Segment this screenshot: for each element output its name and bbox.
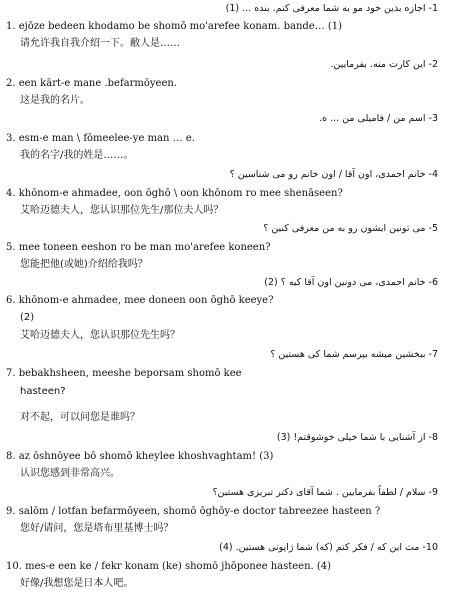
phrase-7-transliteration: 7. bebakhsheen, meeshe beporsam shomō kee xyxy=(6,368,242,379)
phrase-6-chinese: 艾哈迈德夫人，您认识那位先生吗？ xyxy=(20,330,180,341)
phrase-7-persian: 7- ببخشین میشه بپرسم شما کی هستین ؟ xyxy=(270,349,438,360)
phrase-6-note-number: (2) xyxy=(20,312,35,323)
phrase-1-transliteration: 1. ejōze bedeen khodamo be shomō mo'arefee konam. bande… (1) xyxy=(6,21,343,32)
phrase-9-transliteration: 9. salōm / lotfan befarmōyeen, shomō ōghōy-e doctor tabreezee hasteen ? xyxy=(6,506,381,517)
phrase-5-persian: 5- می تونین ایشون رو به من معرفی کنین ؟ xyxy=(263,223,438,234)
phrase-6-transliteration: 6. khōnom-e ahmadee, mee doneen oon ōghō keeye? xyxy=(6,295,274,306)
phrase-10-transliteration: 10. mes-e een ke / fekr konam (ke) shomō jhōponee hasteen. (4) xyxy=(6,561,332,572)
phrase-7-chinese: 对不起，可以问您是谁吗？ xyxy=(20,412,140,423)
phrase-3-transliteration: 3. esm-e man \ fōmeelee-ye man … e. xyxy=(6,133,195,144)
phrase-9-chinese: 您好/请问，您是塔布里基博士吗？ xyxy=(20,523,174,534)
phrase-5-chinese: 您能把他(或她)介绍给我吗？ xyxy=(20,259,148,270)
phrase-3-chinese: 我的名字/我的姓是……。 xyxy=(20,150,134,161)
phrase-8-transliteration: 8. az ōshnōyee bō shomō kheylee khoshvaghtam! (3) xyxy=(6,451,274,462)
phrase-4-transliteration: 4. khōnom-e ahmadee, oon ōghō \ oon khōnom ro mee shenāseen? xyxy=(6,188,343,199)
phrase-1-chinese: 请允许我自我介绍一下。敝人是…… xyxy=(20,38,180,49)
phrase-3-persian: 3- اسم من / فامیلی من ... ه. xyxy=(319,113,438,124)
phrase-6-persian: 6- خانم احمدی، می دونین اون آقا کیه ؟ (2) xyxy=(264,277,438,288)
phrase-1-persian: 1- اجازه بدین خود مو به شما معرفی کنم. بنده ... (1) xyxy=(225,3,438,14)
phrase-10-persian: 10- مث این که / فکر کنم (که) شما ژاپونی هستین. (4) xyxy=(219,542,438,553)
phrase-5-transliteration: 5. mee toneen eeshon ro be man mo'arefee koneen? xyxy=(6,242,271,253)
phrase-4-chinese: 艾哈迈德夫人，您认识那位先生/那位夫人吗？ xyxy=(20,205,224,216)
phrase-2-transliteration: 2. een kārt-e mane .befarmōyeen. xyxy=(6,78,178,89)
phrase-2-chinese: 这是我的名片。 xyxy=(20,95,90,106)
phrase-8-persian: 8- از آشنایی با شما خیلی خوشوقتم! (3) xyxy=(276,432,438,443)
phrase-7-transliteration-cont: hasteen? xyxy=(20,386,66,397)
phrase-4-persian: 4- خانم احمدی، اون آقا / اون خانم رو می شناسین ؟ xyxy=(229,169,438,180)
phrase-10-chinese: 好像/我想您是日本人吧。 xyxy=(20,578,134,589)
phrase-2-persian: 2- این کارت منه. بفرمایین. xyxy=(330,59,438,70)
phrase-8-chinese: 认识您感到非常高兴。 xyxy=(20,468,120,479)
phrase-9-persian: 9- سلام / لطفاً بفرمایین . شما آقای دکتر تبریزی هستین؟ xyxy=(212,487,438,498)
